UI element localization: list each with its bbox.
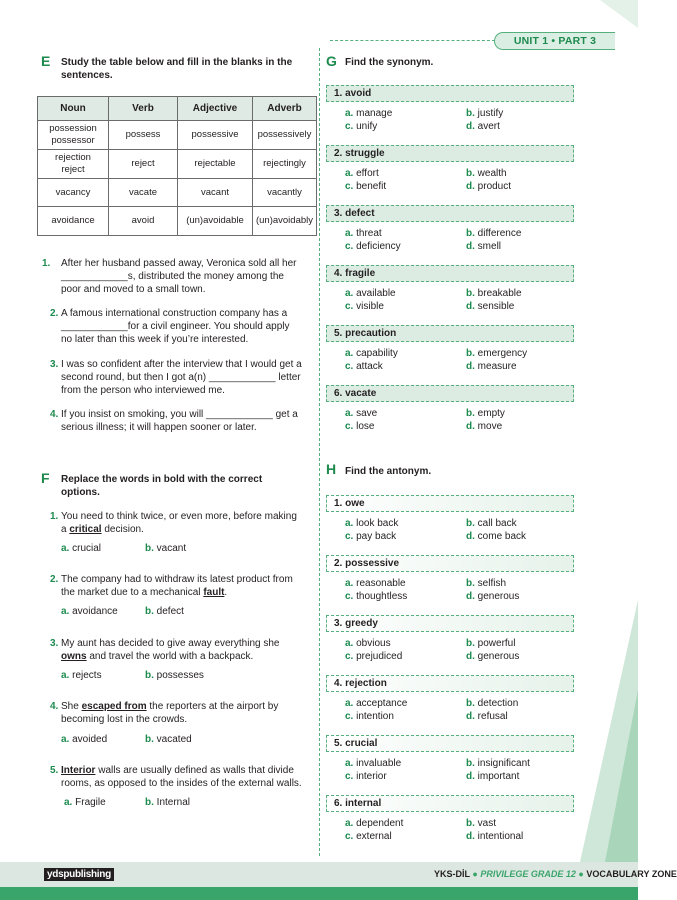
decorative-stripes xyxy=(560,540,638,862)
table-cell: vacantly xyxy=(253,179,317,207)
table-cell: (un)avoidable xyxy=(178,207,253,236)
table-cell: possessively xyxy=(253,121,317,150)
table-header-row xyxy=(38,97,317,121)
table-row xyxy=(38,121,317,150)
option-b[interactable]: b. emergency xyxy=(466,348,528,359)
col-header: Noun xyxy=(38,97,109,121)
table-cell: possessive xyxy=(178,121,253,150)
option-c[interactable]: c. intention xyxy=(345,711,394,722)
antonym-word-bar: 4. rejection xyxy=(326,675,574,692)
question-e2: 2. A famous international construction company has a ____________for a civil engineer. You should apply no later than this week if you’re interested. xyxy=(50,308,290,345)
section-h-letter: H xyxy=(326,461,337,477)
question-f3: 3. My aunt has decided to give away everything she owns and travel the world with a backpack. xyxy=(50,638,280,662)
question-f1: 1. You need to think twice, or even more, before making a critical decision. xyxy=(50,511,297,535)
option-a[interactable]: a. threat xyxy=(345,228,382,239)
synonym-word-bar: 3. defect xyxy=(326,205,574,222)
table-row xyxy=(38,207,317,236)
option-c[interactable]: c. visible xyxy=(345,301,384,312)
section-h-title: Find the antonym. xyxy=(345,466,432,477)
option-c[interactable]: c. attack xyxy=(345,361,383,372)
synonym-word-bar: 2. struggle xyxy=(326,145,574,162)
option-b[interactable]: b. vacated xyxy=(145,734,192,745)
table-cell: (un)avoidably xyxy=(253,207,317,236)
option-b[interactable]: b. empty xyxy=(466,408,505,419)
option-c[interactable]: c. interior xyxy=(345,771,387,782)
option-a[interactable]: a. reasonable xyxy=(345,578,406,589)
table-cell: rejection reject xyxy=(38,150,109,179)
table-row xyxy=(38,179,317,207)
option-b[interactable]: b. vast xyxy=(466,818,497,829)
option-b[interactable]: b. breakable xyxy=(466,288,522,299)
antonym-word-bar: 6. internal xyxy=(326,795,574,812)
section-g-letter: G xyxy=(326,53,337,69)
section-e-letter: E xyxy=(41,53,51,69)
option-d[interactable]: d. come back xyxy=(466,531,527,542)
option-c[interactable]: c. benefit xyxy=(345,181,387,192)
table-cell: vacant xyxy=(178,179,253,207)
option-b[interactable]: b. selfish xyxy=(466,578,507,589)
footer-text: YKS-DİL ● PRIVILEGE GRADE 12 ● VOCABULARY ZONE xyxy=(434,869,677,879)
header-rule xyxy=(330,40,495,41)
option-b[interactable]: b. defect xyxy=(145,606,184,617)
option-a[interactable]: a. effort xyxy=(345,168,379,179)
option-d[interactable]: d. move xyxy=(466,421,503,432)
col-header: Adjective xyxy=(178,97,253,121)
option-a[interactable]: a. avoidance xyxy=(61,606,118,617)
col-header: Adverb xyxy=(253,97,317,121)
option-c[interactable]: c. deficiency xyxy=(345,241,401,252)
option-d[interactable]: d. sensible xyxy=(466,301,515,312)
section-f-title-2: options. xyxy=(61,487,100,498)
unit-part-tab: UNIT 1 • PART 3 xyxy=(494,32,615,50)
question-f2: 2. The company had to withdraw its latest product from the market due to a mechanical fault. xyxy=(50,574,293,598)
option-c[interactable]: c. pay back xyxy=(345,531,397,542)
option-d[interactable]: d. refusal xyxy=(466,711,508,722)
table-cell: rejectable xyxy=(178,150,253,179)
option-a[interactable]: a. rejects xyxy=(61,670,102,681)
option-c[interactable]: c. lose xyxy=(345,421,375,432)
option-a[interactable]: a. look back xyxy=(345,518,399,529)
section-e-title-1: Study the table below and fill in the blanks in the xyxy=(61,57,293,68)
synonym-word-bar: 1. avoid xyxy=(326,85,574,102)
option-a[interactable]: a. manage xyxy=(345,108,393,119)
option-c[interactable]: c. external xyxy=(345,831,392,842)
option-b[interactable]: b. possesses xyxy=(145,670,204,681)
antonym-word-bar: 3. greedy xyxy=(326,615,574,632)
synonym-word-bar: 4. fragile xyxy=(326,265,574,282)
bold-word: escaped from xyxy=(81,701,147,712)
option-b[interactable]: b. wealth xyxy=(466,168,507,179)
question-e4: 4. If you insist on smoking, you will ____________ get a serious illness; it will happen sooner or later. xyxy=(50,409,298,433)
option-b[interactable]: b. difference xyxy=(466,228,522,239)
option-a[interactable]: a. crucial xyxy=(61,543,102,554)
antonym-word-bar: 5. crucial xyxy=(326,735,574,752)
option-a[interactable]: a. avoided xyxy=(61,734,108,745)
synonym-word-bar: 5. precaution xyxy=(326,325,574,342)
question-f4: 4. She escaped from the reporters at the airport by becoming lost in the crowds. xyxy=(50,701,279,725)
table-row xyxy=(38,150,317,179)
option-d[interactable]: d. measure xyxy=(466,361,517,372)
column-divider xyxy=(319,48,320,856)
option-d[interactable]: d. important xyxy=(466,771,520,782)
option-c[interactable]: c. prejudiced xyxy=(345,651,403,662)
option-a[interactable]: a. dependent xyxy=(345,818,404,829)
bold-word: owns xyxy=(61,651,87,662)
option-b[interactable]: b. vacant xyxy=(145,543,187,554)
bold-word: critical xyxy=(69,524,102,535)
option-d[interactable]: d. generous xyxy=(466,591,520,602)
option-a[interactable]: a. save xyxy=(345,408,378,419)
table-cell: avoid xyxy=(109,207,178,236)
option-a[interactable]: a. available xyxy=(345,288,396,299)
section-g-title: Find the synonym. xyxy=(345,57,434,68)
option-b[interactable]: b. insignificant xyxy=(466,758,530,769)
option-d[interactable]: d. smell xyxy=(466,241,502,252)
table-cell: vacancy xyxy=(38,179,109,207)
question-e3: 3. I was so confident after the interview that I would get a second round, but then I got a(n) ____________ letter from the person who interviewed me. xyxy=(50,359,302,396)
col-header: Verb xyxy=(109,97,178,121)
option-b[interactable]: b. call back xyxy=(466,518,517,529)
bold-word: Interior xyxy=(61,765,96,776)
option-b[interactable]: b. Internal xyxy=(145,797,191,808)
section-f-title-1: Replace the words in bold with the correct xyxy=(61,474,263,485)
option-a[interactable]: a. acceptance xyxy=(345,698,408,709)
synonym-word-bar: 6. vacate xyxy=(326,385,574,402)
option-a[interactable]: a. Fragile xyxy=(64,797,106,808)
option-b[interactable]: b. powerful xyxy=(466,638,516,649)
table-cell: avoidance xyxy=(38,207,109,236)
option-d[interactable]: d. product xyxy=(466,181,512,192)
option-d[interactable]: d. generous xyxy=(466,651,520,662)
section-e-title-2: sentences. xyxy=(61,70,113,81)
option-b[interactable]: b. justify xyxy=(466,108,504,119)
option-a[interactable]: a. invaluable xyxy=(345,758,402,769)
table-cell: reject xyxy=(109,150,178,179)
vocab-table xyxy=(37,96,317,236)
publisher-logo: ydspublishing xyxy=(44,868,114,881)
table-cell: possess xyxy=(109,121,178,150)
option-c[interactable]: c. thoughtless xyxy=(345,591,408,602)
table-cell: possession possessor xyxy=(38,121,109,150)
option-c[interactable]: c. unify xyxy=(345,121,378,132)
footer-strip xyxy=(0,887,638,900)
bold-word: fault xyxy=(203,587,225,598)
question-e1: 1. After her husband passed away, Veronica sold all her ____________s, distributed the money among the poor and moved to a small town. xyxy=(42,258,297,295)
option-a[interactable]: a. capability xyxy=(345,348,398,359)
decorative-corner xyxy=(560,0,638,60)
question-f5: 5. Interior walls are usually defined as walls that divide rooms, as opposed to the insides of the external walls. xyxy=(50,765,302,789)
table-cell: vacate xyxy=(109,179,178,207)
option-d[interactable]: d. intentional xyxy=(466,831,524,842)
antonym-word-bar: 1. owe xyxy=(326,495,574,512)
option-d[interactable]: d. avert xyxy=(466,121,500,132)
table-cell: rejectingly xyxy=(253,150,317,179)
section-f-letter: F xyxy=(41,470,50,486)
antonym-word-bar: 2. possessive xyxy=(326,555,574,572)
option-b[interactable]: b. detection xyxy=(466,698,519,709)
option-a[interactable]: a. obvious xyxy=(345,638,391,649)
